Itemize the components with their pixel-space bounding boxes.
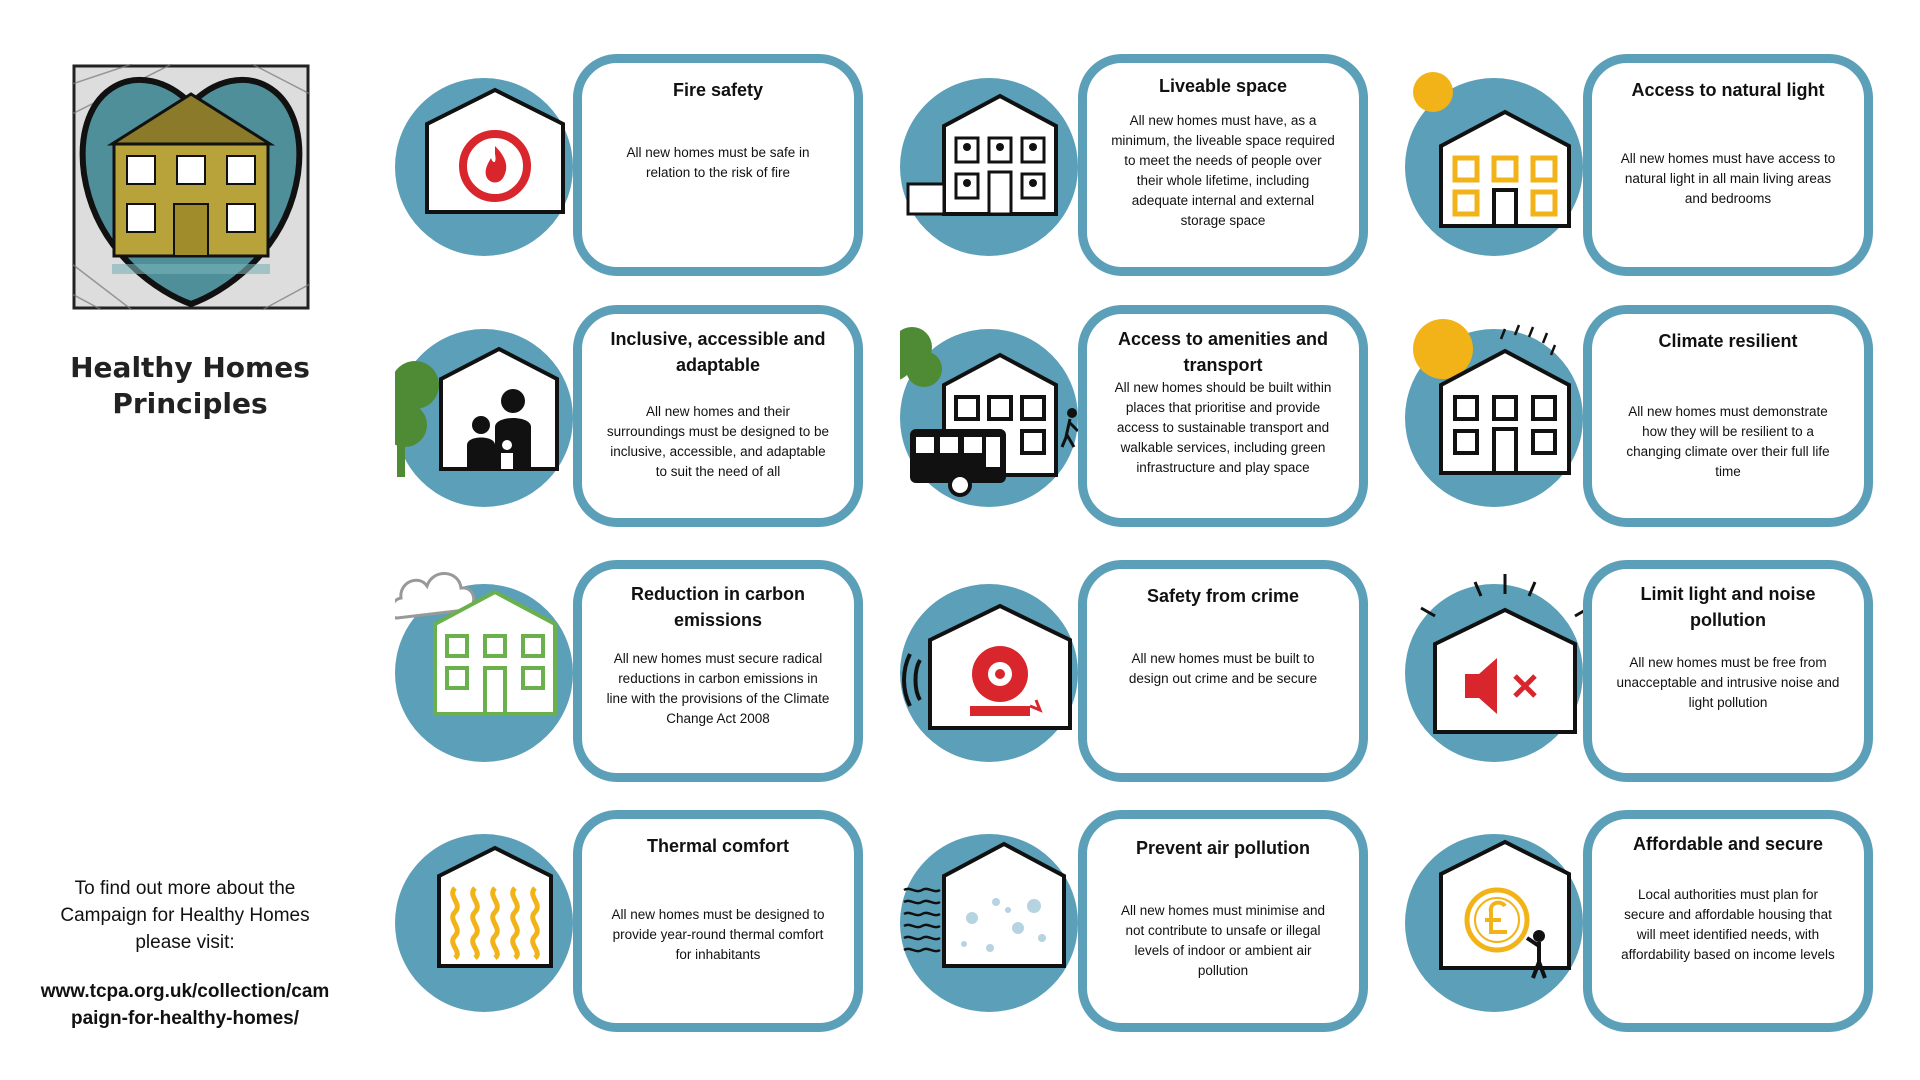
liveable-space-icon	[900, 54, 1100, 279]
page-title	[50, 350, 330, 422]
card-carbon	[395, 560, 895, 785]
card-affordable	[1405, 810, 1905, 1035]
card-box	[573, 305, 863, 527]
card-description: All new homes must secure radical reductions in carbon emissions in line with the provisions of the Climate Change Act 2008	[606, 651, 830, 726]
card-title: Thermal comfort	[646, 836, 790, 856]
card-title: Reduction in carbon emissions	[630, 584, 805, 630]
card-title: Prevent air pollution	[1135, 838, 1311, 858]
card-thermal	[395, 810, 895, 1035]
card-box	[1583, 560, 1873, 782]
card-natural-light	[1405, 54, 1905, 279]
card-title: Limit light and noise pollution	[1640, 584, 1816, 630]
card-title: Fire safety	[672, 80, 764, 100]
card-description: Local authorities must plan for secure and affordable housing that will meet identified needs, with affordability based on income levels	[1621, 887, 1835, 962]
sun-rain-icon	[1405, 305, 1605, 530]
card-crime	[900, 560, 1400, 785]
card-title: Liveable space	[1158, 76, 1288, 96]
card-description: All new homes must have access to natural light in all main living areas and bedrooms	[1620, 151, 1836, 206]
page-title-line-2: Principles	[112, 387, 268, 420]
card-climate-resilient	[1405, 305, 1905, 530]
card-box	[1078, 54, 1368, 276]
card-inclusive	[395, 305, 895, 530]
card-description: All new homes must have, as a minimum, the liveable space required to meet the needs of people over their whole lifetime, including adequate internal and external storage space	[1111, 113, 1335, 228]
card-title: Affordable and secure	[1632, 834, 1824, 854]
card-title: Safety from crime	[1146, 586, 1300, 606]
healthy-homes-logo	[72, 64, 310, 310]
visit-text: To find out more about the Campaign for Healthy Homes please visit:	[60, 878, 310, 953]
card-box	[1583, 54, 1873, 276]
card-description: All new homes and their surroundings must be designed to be inclusive, accessible, and adaptable to suit the need of all	[606, 404, 830, 479]
mute-speaker-icon	[1405, 560, 1605, 785]
card-description: All new homes must be designed to provide year-round thermal comfort for inhabitants	[611, 907, 825, 962]
card-description: All new homes should be built within places that prioritise and provide access to sustainable transport and walkable services, including green infrastructure and play space	[1114, 380, 1332, 475]
card-amenities	[900, 305, 1400, 530]
fire-icon	[395, 54, 595, 279]
card-description: All new homes must demonstrate how they will be resilient to a changing climate over their full life time	[1626, 404, 1830, 479]
card-box	[1078, 305, 1368, 527]
card-title: Inclusive, accessible and adaptable	[610, 329, 826, 375]
card-description: All new homes must be free from unacceptable and intrusive noise and light pollution	[1616, 655, 1840, 710]
card-description: All new homes must minimise and not contribute to unsafe or illegal levels of indoor or ambient air pollution	[1120, 903, 1326, 978]
card-box	[573, 560, 863, 782]
card-description: All new homes must be built to design out crime and be secure	[1128, 651, 1318, 686]
cloud-icon	[395, 560, 595, 785]
card-title: Access to amenities and transport	[1117, 329, 1329, 375]
card-box	[1078, 810, 1368, 1032]
page-title-line-1: Healthy Homes	[70, 351, 310, 384]
card-box	[573, 810, 863, 1032]
card-fire-safety	[395, 54, 895, 279]
card-light-noise	[1405, 560, 1905, 785]
card-liveable-space	[900, 54, 1400, 279]
card-box	[573, 54, 863, 276]
card-title: Access to natural light	[1631, 80, 1825, 100]
family-icon	[395, 305, 595, 530]
natural-light-icon	[1405, 54, 1605, 279]
card-box	[1583, 810, 1873, 1032]
card-box	[1583, 305, 1873, 527]
bus-icon	[900, 305, 1100, 530]
card-description: All new homes must be safe in relation to the risk of fire	[626, 145, 810, 180]
card-title: Climate resilient	[1658, 331, 1798, 351]
card-air-pollution	[900, 810, 1400, 1035]
air-particles-icon	[900, 810, 1100, 1035]
alarm-bell-icon	[900, 560, 1100, 785]
pound-coin-icon	[1405, 810, 1605, 1035]
card-box	[1078, 560, 1368, 782]
heat-waves-icon	[395, 810, 595, 1035]
campaign-url-link[interactable]: www.tcpa.org.uk/collection/campaign-for-healthy-homes/	[40, 981, 330, 1029]
